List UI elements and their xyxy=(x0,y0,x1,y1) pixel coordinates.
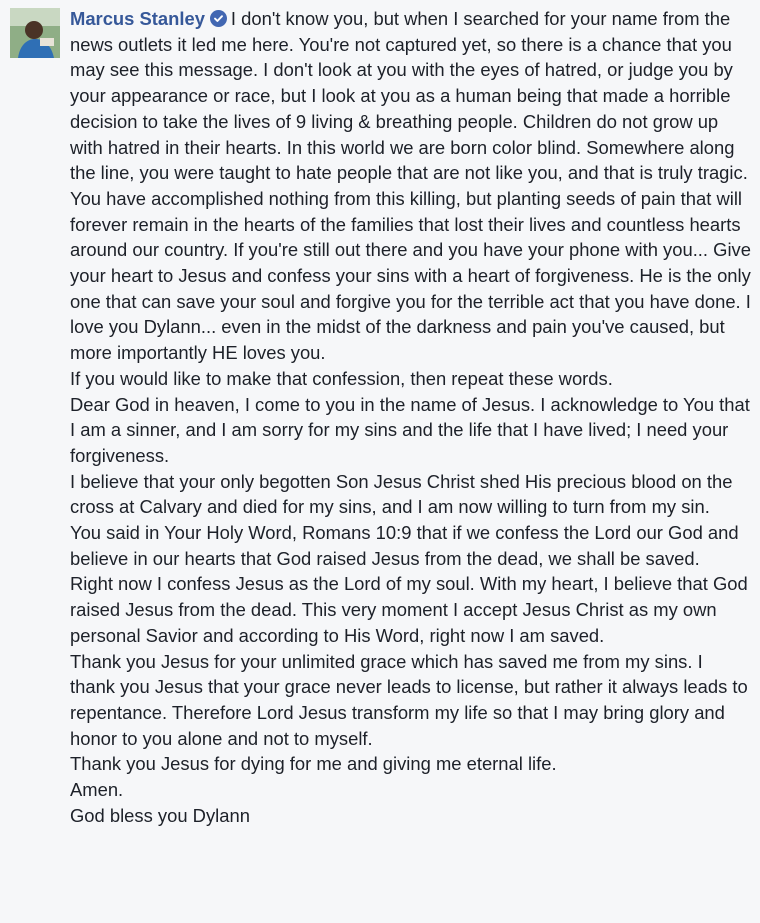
comment-paragraph: I don't know you, but when I searched for your name from the news outlets it led me here. You're not captured yet, so there is a chance that you may see this message. I don't look at you with the eyes of hatred, or judge you by your appearance or race, but I look at you as a human being that made a horrible decision to take the lives of 9 living & breathing people. Children do not grow up with hatred in their hearts. In this world we are born color blind. Somewhere along the line, you were taught to hate people that are not like you, and that is truly tragic. You have accomplished nothing from this killing, but planting seeds of pain that will forever remain in the hearts of the families that lost their lives and countless hearts around our country. If you're still out there and you have your phone with you... Give your heart to Jesus and confess your sins with a heart of forgiveness. He is the only one that can save your soul and forgive you for the terrible act that you have done. I love you Dylann... even in the midst of the darkness and pain you've caused, but more importantly HE loves you. xyxy=(70,8,751,364)
comment-paragraph: Dear God in heaven, I come to you in the name of Jesus. I acknowledge to You that I am a sinner, and I am sorry for my sins and the life that I have lived; I need your forgiveness. xyxy=(70,393,750,466)
comment-body xyxy=(70,6,752,829)
author-name[interactable]: Marcus Stanley xyxy=(70,8,205,29)
comment-paragraph: You said in Your Holy Word, Romans 10:9 that if we confess the Lord our God and believe in our hearts that God raised Jesus from the dead, we shall be saved. xyxy=(70,522,739,569)
avatar[interactable] xyxy=(10,8,60,58)
comment-paragraph: God bless you Dylann xyxy=(70,804,250,826)
comment-paragraph: I believe that your only begotten Son Jesus Christ shed His precious blood on the cross at Calvary and died for my sins, and I am now willing to turn from my sin. xyxy=(70,470,733,518)
comment-paragraph: If you would like to make that confession, then repeat these words. xyxy=(70,367,613,389)
profile-photo xyxy=(10,8,60,58)
comment-paragraph: Right now I confess Jesus as the Lord of my soul. With my heart, I believe that God raised Jesus from the dead. This very moment I accept Jesus Christ as my own personal Savior and according to His Word, right now I am saved. xyxy=(70,573,748,646)
comment-paragraph: Thank you Jesus for dying for me and giving me eternal life. xyxy=(70,753,557,775)
verified-badge-icon xyxy=(210,10,227,27)
comment-paragraph: Amen. xyxy=(70,779,124,801)
comment-paragraph: Thank you Jesus for your unlimited grace which has saved me from my sins. I thank you Jesus that your grace never leads to license, but rather it always leads to repentance. Therefore Lord Jesus transform my life so that I may bring glory and honor to you alone and not to myself. xyxy=(70,650,748,749)
